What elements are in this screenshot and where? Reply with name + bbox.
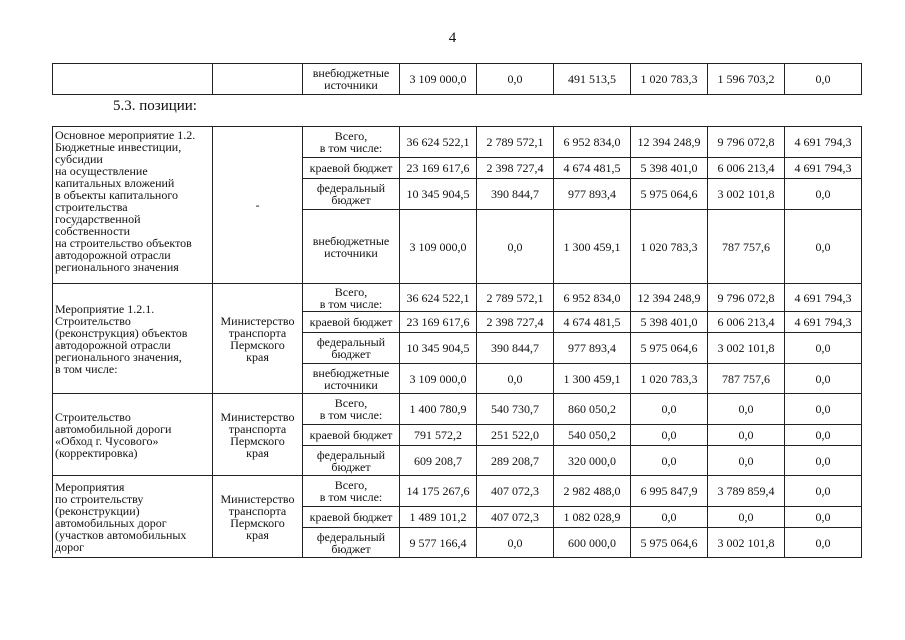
value-cell: 1 300 459,1 [554, 364, 631, 394]
value-cell: 1 400 780,9 [400, 394, 477, 425]
value-cell: 1 020 783,3 [631, 64, 708, 95]
value-cell: 0,0 [631, 446, 708, 476]
activity-name-cell: Мероприятия по строительству (реконструкции) автомобильных дорог (участков автомобильных дорог [53, 476, 213, 558]
name-cell [53, 64, 213, 95]
value-cell: 2 398 727,4 [477, 312, 554, 333]
value-cell: 23 169 617,6 [400, 312, 477, 333]
value-cell: 36 624 522,1 [400, 284, 477, 312]
value-cell: 390 844,7 [477, 179, 554, 210]
value-cell: 1 020 783,3 [631, 210, 708, 284]
value-cell: 0,0 [785, 507, 862, 528]
funding-source-cell: федеральный бюджет [303, 333, 400, 364]
value-cell: 10 345 904,5 [400, 179, 477, 210]
responsible-org-cell: Министерство транспорта Пермского края [213, 394, 303, 476]
value-cell: 0,0 [785, 333, 862, 364]
value-cell: 0,0 [785, 64, 862, 95]
value-cell: 787 757,6 [708, 364, 785, 394]
value-cell: 0,0 [785, 446, 862, 476]
value-cell: 390 844,7 [477, 333, 554, 364]
value-cell: 3 002 101,8 [708, 179, 785, 210]
value-cell: 407 072,3 [477, 476, 554, 507]
value-cell: 9 796 072,8 [708, 284, 785, 312]
value-cell: 289 208,7 [477, 446, 554, 476]
value-cell: 4 691 794,3 [785, 284, 862, 312]
value-cell: 0,0 [477, 528, 554, 558]
table-row [53, 394, 862, 425]
value-cell: 320 000,0 [554, 446, 631, 476]
value-cell: 6 006 213,4 [708, 158, 785, 179]
value-cell: 2 789 572,1 [477, 284, 554, 312]
funding-source-cell: федеральный бюджет [303, 528, 400, 558]
value-cell: 5 398 401,0 [631, 312, 708, 333]
value-cell: 1 082 028,9 [554, 507, 631, 528]
value-cell: 4 691 794,3 [785, 312, 862, 333]
section-heading: 5.3. позиции: [113, 98, 197, 114]
value-cell: 0,0 [785, 179, 862, 210]
table-row [53, 284, 862, 312]
value-cell: 791 572,2 [400, 425, 477, 446]
activity-name-cell: Строительство автомобильной дороги «Обход г. Чусового» (корректировка) [53, 394, 213, 476]
value-cell: 4 674 481,5 [554, 158, 631, 179]
funding-source-cell: внебюджетные источники [303, 364, 400, 394]
value-cell: 0,0 [708, 425, 785, 446]
funding-source-cell: Всего, в том числе: [303, 476, 400, 507]
value-cell: 491 513,5 [554, 64, 631, 95]
value-cell: 407 072,3 [477, 507, 554, 528]
value-cell: 5 975 064,6 [631, 179, 708, 210]
funding-source-cell: Всего, в том числе: [303, 284, 400, 312]
table-row [53, 64, 862, 95]
value-cell: 0,0 [708, 507, 785, 528]
value-cell: 1 596 703,2 [708, 64, 785, 95]
table-row [53, 476, 862, 507]
value-cell: 609 208,7 [400, 446, 477, 476]
value-cell: 0,0 [631, 507, 708, 528]
responsible-org-cell: - [213, 127, 303, 284]
funding-source-cell: федеральный бюджет [303, 446, 400, 476]
value-cell: 977 893,4 [554, 333, 631, 364]
value-cell: 787 757,6 [708, 210, 785, 284]
value-cell: 977 893,4 [554, 179, 631, 210]
value-cell: 5 975 064,6 [631, 333, 708, 364]
value-cell: 1 300 459,1 [554, 210, 631, 284]
value-cell: 23 169 617,6 [400, 158, 477, 179]
value-cell: 4 691 794,3 [785, 127, 862, 158]
value-cell: 0,0 [785, 476, 862, 507]
value-cell: 0,0 [785, 425, 862, 446]
activity-name-cell: Мероприятие 1.2.1. Строительство (реконструкция) объектов автодорожной отрасли регионального значения, в том числе: [53, 284, 213, 394]
value-cell: 10 345 904,5 [400, 333, 477, 364]
value-cell: 6 952 834,0 [554, 284, 631, 312]
value-cell: 9 796 072,8 [708, 127, 785, 158]
funding-source-cell: краевой бюджет [303, 425, 400, 446]
value-cell: 0,0 [477, 64, 554, 95]
value-cell: 12 394 248,9 [631, 127, 708, 158]
responsible-org-cell: Министерство транспорта Пермского края [213, 284, 303, 394]
value-cell: 0,0 [708, 394, 785, 425]
value-cell: 3 002 101,8 [708, 333, 785, 364]
funding-source-cell: внебюджетные источники [303, 64, 400, 95]
funding-source-cell: Всего, в том числе: [303, 127, 400, 158]
value-cell: 0,0 [785, 364, 862, 394]
value-cell: 4 674 481,5 [554, 312, 631, 333]
value-cell: 9 577 166,4 [400, 528, 477, 558]
budget-table [52, 126, 862, 558]
value-cell: 251 522,0 [477, 425, 554, 446]
funding-source-cell: краевой бюджет [303, 312, 400, 333]
table-row [53, 127, 862, 158]
value-cell: 6 995 847,9 [631, 476, 708, 507]
value-cell: 3 109 000,0 [400, 64, 477, 95]
activity-name-cell: Основное мероприятие 1.2. Бюджетные инвестиции, субсидии на осуществление капитальных вложений в объекты капитального строительства государственной собственности на строительство объектов автодорожной отрасли регионального значения [53, 127, 213, 284]
value-cell: 2 398 727,4 [477, 158, 554, 179]
value-cell: 3 002 101,8 [708, 528, 785, 558]
value-cell: 5 975 064,6 [631, 528, 708, 558]
value-cell: 4 691 794,3 [785, 158, 862, 179]
value-cell: 12 394 248,9 [631, 284, 708, 312]
value-cell: 0,0 [477, 364, 554, 394]
value-cell: 0,0 [631, 394, 708, 425]
value-cell: 2 789 572,1 [477, 127, 554, 158]
value-cell: 600 000,0 [554, 528, 631, 558]
value-cell: 36 624 522,1 [400, 127, 477, 158]
value-cell: 3 789 859,4 [708, 476, 785, 507]
value-cell: 3 109 000,0 [400, 364, 477, 394]
value-cell: 2 982 488,0 [554, 476, 631, 507]
page-number: 4 [448, 30, 457, 46]
value-cell: 0,0 [785, 210, 862, 284]
funding-source-cell: федеральный бюджет [303, 179, 400, 210]
continuation-table [52, 63, 862, 95]
value-cell: 0,0 [631, 425, 708, 446]
funding-source-cell: краевой бюджет [303, 507, 400, 528]
funding-source-cell: Всего, в том числе: [303, 394, 400, 425]
value-cell: 6 952 834,0 [554, 127, 631, 158]
value-cell: 1 489 101,2 [400, 507, 477, 528]
funding-source-cell: внебюджетные источники [303, 210, 400, 284]
value-cell: 3 109 000,0 [400, 210, 477, 284]
org-cell [213, 64, 303, 95]
value-cell: 540 050,2 [554, 425, 631, 446]
value-cell: 1 020 783,3 [631, 364, 708, 394]
funding-source-cell: краевой бюджет [303, 158, 400, 179]
value-cell: 0,0 [785, 394, 862, 425]
responsible-org-cell: Министерство транспорта Пермского края [213, 476, 303, 558]
value-cell: 14 175 267,6 [400, 476, 477, 507]
value-cell: 0,0 [785, 528, 862, 558]
value-cell: 5 398 401,0 [631, 158, 708, 179]
value-cell: 0,0 [708, 446, 785, 476]
value-cell: 540 730,7 [477, 394, 554, 425]
value-cell: 0,0 [477, 210, 554, 284]
value-cell: 860 050,2 [554, 394, 631, 425]
value-cell: 6 006 213,4 [708, 312, 785, 333]
